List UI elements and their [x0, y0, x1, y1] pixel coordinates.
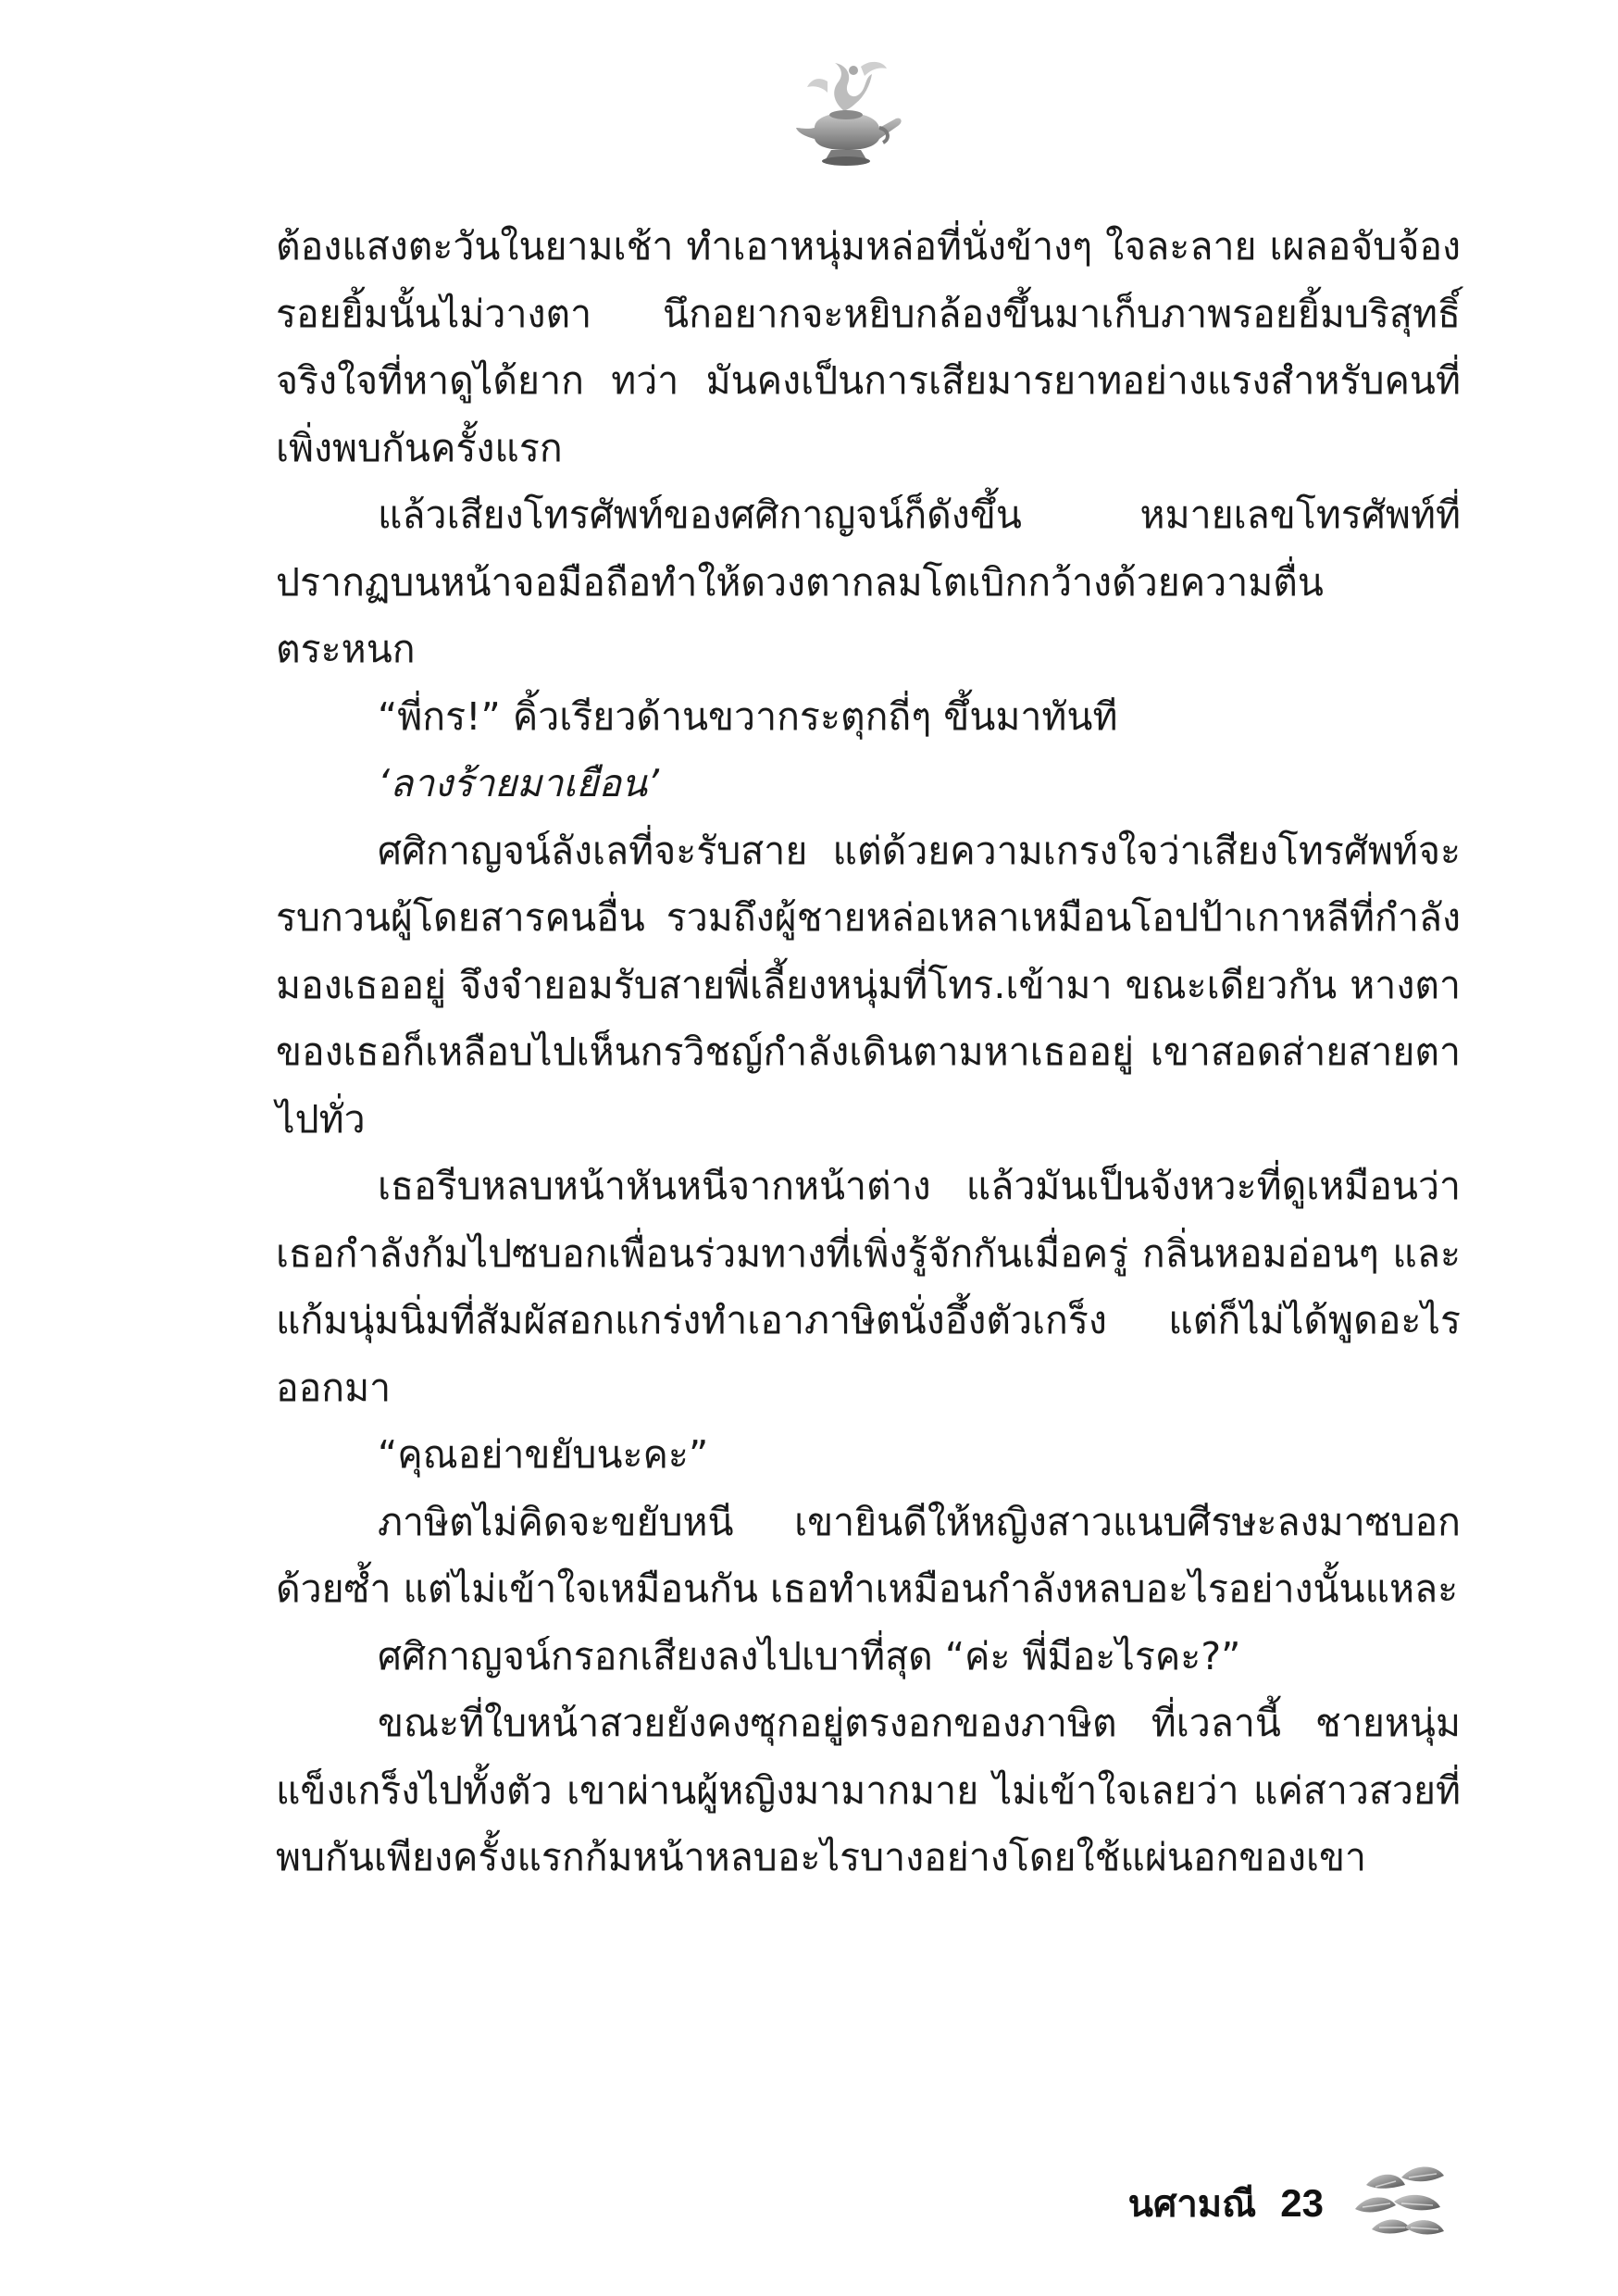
paragraph-10: ขณะที่ใบหน้าสวยยังคงซุกอยู่ตรงอกของภาษิต ที่เวลานี้ ชายหนุ่มแข็งเกร็งไปทั้งตัว เขาผ่านผู้หญิงมามากมาย ไม่เข้าใจเลยว่า แค่สาวสวยที่พบกันเพียงครั้งแรกก้มหน้าหลบอะไรบางอย่างโดยใช้แผ่นอกของเขา — [276, 1701, 1461, 1879]
genie-lamp-icon — [787, 54, 907, 174]
paragraph-3: “พี่กร!” คิ้วเรียวด้านขวากระตุกถี่ๆ ขึ้นมาทันที — [378, 693, 1118, 739]
page-number: 23 — [1280, 2181, 1324, 2225]
leaf-cluster-icon — [1348, 2157, 1451, 2250]
paragraph-1: ต้องแสงตะวันในยามเช้า ทำเอาหนุ่มหล่อที่นั่งข้างๆ ใจละลาย เผลอจับจ้องรอยยิ้มนั้นไม่วางตา นึกอยากจะหยิบกล้องขึ้นมาเก็บภาพรอยยิ้มบริสุทธิ์จริงใจที่หาดูได้ยาก ทว่า มันคงเป็นการเสียมารยาทอย่างแรงสำหรับคนที่เพิ่งพบกันครั้งแรก — [276, 224, 1461, 470]
book-title: นศามณี — [1127, 2183, 1257, 2226]
paragraph-7: “คุณอย่าขยับนะคะ” — [378, 1432, 709, 1477]
paragraph-2: แล้วเสียงโทรศัพท์ของศศิกาญจน์ก็ดังขึ้น หมายเลขโทรศัพท์ที่ปรากฏบนหน้าจอมือถือทำให้ดวงตากลมโตเบิกกว้างด้วยความตื่นตระหนก — [276, 493, 1461, 671]
paragraph-9: ศศิกาญจน์กรอกเสียงลงไปเบาที่สุด “ค่ะ พี่มีอะไรคะ?” — [378, 1633, 1241, 1678]
page-footer — [1128, 2148, 1451, 2259]
paragraph-6: เธอรีบหลบหน้าหันหนีจากหน้าต่าง แล้วมันเป็นจังหวะที่ดูเหมือนว่าเธอกำลังก้มไปซบอกเพื่อนร่วมทางที่เพิ่งรู้จักกันเมื่อครู่ กลิ่นหอมอ่อนๆ และแก้มนุ่มนิ่มที่สัมผัสอกแกร่งทำเอาภาษิตนั่งอึ้งตัวเกร็ง แต่ก็ไม่ได้พูดอะไรออกมา — [276, 1164, 1461, 1410]
paragraph-5: ศศิกาญจน์ลังเลที่จะรับสาย แต่ด้วยความเกรงใจว่าเสียงโทรศัพท์จะรบกวนผู้โดยสารคนอื่น รวมถึงผู้ชายหล่อเหลาเหมือนโอปป้าเกาหลีที่กำลังมองเธออยู่ จึงจำยอมรับสายพี่เลี้ยงหนุ่มที่โทร.เข้ามา ขณะเดียวกัน หางตาของเธอก็เหลือบไปเห็นกรวิชญ์กำลังเดินตามหาเธออยู่ เขาสอดส่ายสายตาไปทั่ว — [276, 828, 1461, 1142]
paragraph-4: ‘ลางร้ายมาเยือน’ — [378, 761, 660, 805]
body-text — [276, 213, 1461, 1891]
paragraph-8: ภาษิตไม่คิดจะขยับหนี เขายินดีให้หญิงสาวแนบศีรษะลงมาซบอกด้วยซ้ำ แต่ไม่เข้าใจเหมือนกัน เธอทำเหมือนกำลังหลบอะไรอย่างนั้นแหละ — [276, 1499, 1461, 1611]
